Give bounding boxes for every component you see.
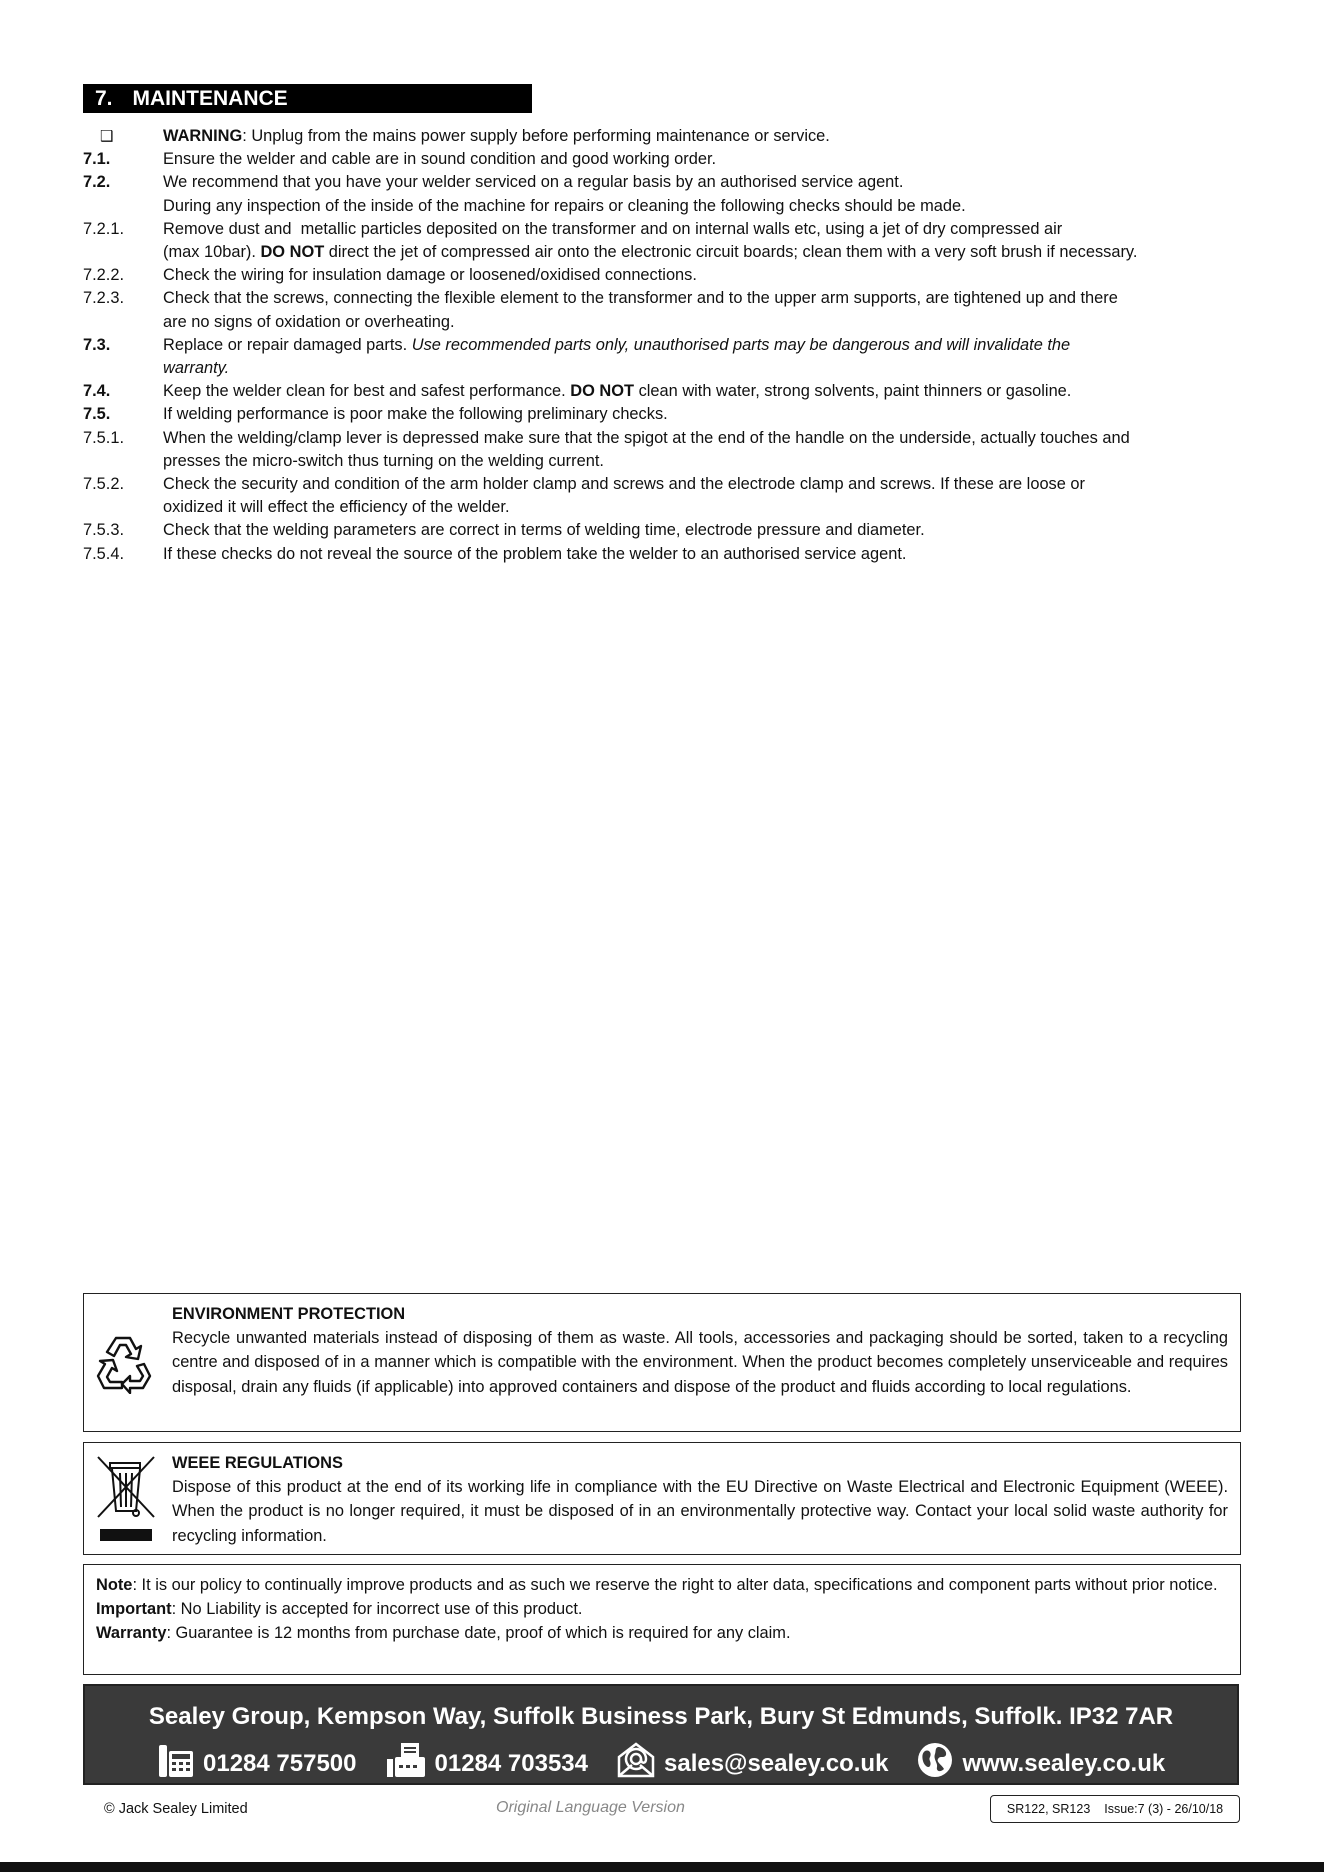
section-number: 7. bbox=[95, 86, 113, 110]
environment-title: ENVIRONMENT PROTECTION bbox=[172, 1305, 406, 1323]
item-number: 7.1. bbox=[83, 150, 111, 169]
maintenance-item bbox=[83, 380, 1243, 403]
item-text: Ensure the welder and cable are in sound condition and good working order. bbox=[163, 150, 717, 169]
item-text: presses the micro-switch thus turning on the welding current. bbox=[163, 451, 604, 470]
issue-number: Issue:7 (3) - 26/10/18 bbox=[1104, 1802, 1224, 1816]
item-text: Check the security and condition of the arm holder clamp and screws and the electrode clamp and screws. If these are loose or bbox=[163, 475, 1085, 494]
note-text: : It is our policy to continually improve products and as such we reserve the right to alter data, specifications and component parts without prior notice. bbox=[132, 1576, 1218, 1594]
crossed-bin-icon bbox=[94, 1453, 160, 1550]
maintenance-item bbox=[83, 241, 1243, 264]
maintenance-item bbox=[83, 357, 1243, 380]
maintenance-item bbox=[83, 195, 1243, 218]
item-text: We recommend that you have your welder serviced on a regular basis by an authorised service agent. bbox=[163, 173, 904, 192]
footer-contact-bar bbox=[83, 1684, 1239, 1785]
item-number: 7.5.1. bbox=[83, 428, 125, 447]
item-text: are no signs of oxidation or overheating. bbox=[163, 312, 455, 331]
notes-box bbox=[83, 1564, 1241, 1675]
maintenance-item bbox=[83, 403, 1243, 426]
item-number: 7.3. bbox=[83, 335, 111, 354]
item-number: 7.4. bbox=[83, 382, 111, 401]
fax-number[interactable]: 01284 703534 bbox=[434, 1749, 588, 1777]
maintenance-item bbox=[83, 287, 1243, 310]
copyright: © Jack Sealey Limited bbox=[104, 1801, 248, 1817]
important-label: Important bbox=[96, 1600, 172, 1619]
maintenance-item bbox=[83, 519, 1243, 542]
item-number bbox=[83, 357, 163, 380]
item-number: 7.5.3. bbox=[83, 521, 125, 540]
model-numbers: SR122, SR123 bbox=[1006, 1802, 1091, 1816]
item-text: warranty. bbox=[163, 359, 230, 378]
item-text: During any inspection of the inside of the machine for repairs or cleaning the following checks should be made. bbox=[163, 196, 966, 215]
weee-title: WEEE REGULATIONS bbox=[172, 1454, 343, 1472]
phone-contact bbox=[157, 1741, 357, 1786]
item-number: 7.2.2. bbox=[83, 266, 125, 285]
item-number bbox=[83, 195, 163, 218]
recycle-icon bbox=[94, 1332, 154, 1399]
item-text: Check that the welding parameters are correct in terms of welding time, electrode pressure and diameter. bbox=[163, 521, 925, 540]
section-title: MAINTENANCE bbox=[132, 86, 288, 110]
original-language-label: Original Language Version bbox=[496, 1799, 685, 1816]
fax-icon bbox=[385, 1741, 435, 1786]
page-bottom-rule bbox=[0, 1862, 1324, 1872]
item-text: Check that the screws, connecting the flexible element to the transformer and to the upper arm supports, are tightened up and there bbox=[163, 289, 1118, 308]
maintenance-item bbox=[83, 543, 1243, 566]
fax-contact bbox=[385, 1741, 589, 1786]
important-text: : No Liability is accepted for incorrect use of this product. bbox=[171, 1600, 583, 1619]
environment-protection-box bbox=[83, 1293, 1241, 1432]
email-icon bbox=[616, 1741, 664, 1786]
warranty-label: Warranty bbox=[96, 1624, 167, 1643]
maintenance-item bbox=[83, 311, 1243, 334]
item-number: 7.5.2. bbox=[83, 475, 125, 494]
checkbox-icon: ❑ bbox=[100, 128, 114, 145]
maintenance-item bbox=[83, 427, 1243, 450]
maintenance-item bbox=[83, 264, 1243, 287]
item-text: When the welding/clamp lever is depressed make sure that the spigot at the end of the handle on the underside, actually touches and bbox=[163, 428, 1130, 447]
contact-row bbox=[157, 1741, 1193, 1786]
note-label: Note bbox=[96, 1576, 133, 1594]
maintenance-item bbox=[83, 496, 1243, 519]
weee-text: Dispose of this product at the end of its working life in compliance with the EU Directive on Waste Electrical and Electronic Equipment (WEEE). When the product is no longer required, it must be disposed of in an environmentally protective way. Contact your local solid waste authority for recycling information. bbox=[172, 1478, 1228, 1545]
item-number bbox=[83, 450, 163, 473]
warranty-paragraph bbox=[96, 1621, 1228, 1645]
maintenance-item bbox=[83, 125, 1243, 148]
website-url[interactable]: www.sealey.co.uk bbox=[962, 1749, 1166, 1777]
globe-icon bbox=[916, 1741, 962, 1786]
maintenance-item bbox=[83, 473, 1243, 496]
maintenance-item bbox=[83, 450, 1243, 473]
warranty-text: : Guarantee is 12 months from purchase date, proof of which is required for any claim. bbox=[166, 1624, 791, 1643]
item-number: 7.2.3. bbox=[83, 289, 125, 308]
item-text: WARNING: Unplug from the mains power supply before performing maintenance or service. bbox=[163, 127, 830, 145]
company-address: Sealey Group, Kempson Way, Suffolk Business Park, Bury St Edmunds, Suffolk. IP32 7AR bbox=[148, 1703, 1174, 1730]
important-paragraph bbox=[96, 1597, 1228, 1621]
maintenance-item bbox=[83, 334, 1243, 357]
section-header bbox=[83, 84, 532, 113]
item-text: If these checks do not reveal the source of the problem take the welder to an authorised service agent. bbox=[163, 544, 907, 563]
item-text: (max 10bar). DO NOT direct the jet of compressed air onto the electronic circuit boards; clean them with a very soft brush if necessary. bbox=[163, 243, 1138, 262]
maintenance-list bbox=[83, 125, 1243, 566]
item-text: If welding performance is poor make the following preliminary checks. bbox=[163, 405, 668, 424]
note-paragraph bbox=[96, 1573, 1228, 1597]
item-text: Check the wiring for insulation damage or loosened/oxidised connections. bbox=[163, 266, 697, 285]
email-contact bbox=[616, 1741, 888, 1786]
item-text: Keep the welder clean for best and safest performance. DO NOT clean with water, strong solvents, paint thinners or gasoline. bbox=[163, 382, 1072, 401]
item-number: 7.2.1. bbox=[83, 219, 125, 238]
maintenance-item bbox=[83, 148, 1243, 171]
weee-regulations-box bbox=[83, 1442, 1241, 1555]
item-number bbox=[83, 496, 163, 519]
phone-number[interactable]: 01284 757500 bbox=[203, 1749, 357, 1777]
item-number bbox=[83, 311, 163, 334]
maintenance-item bbox=[83, 218, 1243, 241]
item-text: oxidized it will effect the efficiency of the welder. bbox=[163, 498, 510, 517]
item-text: Remove dust and metallic particles deposited on the transformer and on internal walls etc, using a jet of dry compressed air bbox=[163, 219, 1063, 238]
item-number: 7.2. bbox=[83, 173, 111, 192]
item-number: 7.5.4. bbox=[83, 544, 125, 563]
item-number: 7.5. bbox=[83, 405, 111, 424]
web-contact bbox=[916, 1741, 1165, 1786]
environment-text: Recycle unwanted materials instead of disposing of them as waste. All tools, accessories and packaging should be sorted, taken to a recycling centre and disposed of in a manner which is compatible with the environment. When the product becomes completely unserviceable and requires disposal, drain any fluids (if applicable) into approved containers and dispose of the product and fluids according to local regulations. bbox=[172, 1329, 1228, 1396]
item-text: Replace or repair damaged parts. Use recommended parts only, unauthorised parts may be dangerous and will invalidate the bbox=[163, 335, 1071, 354]
maintenance-item bbox=[83, 171, 1243, 194]
item-number bbox=[83, 241, 163, 264]
email-address[interactable]: sales@sealey.co.uk bbox=[664, 1749, 889, 1777]
issue-box bbox=[990, 1795, 1240, 1823]
phone-icon bbox=[157, 1741, 203, 1786]
